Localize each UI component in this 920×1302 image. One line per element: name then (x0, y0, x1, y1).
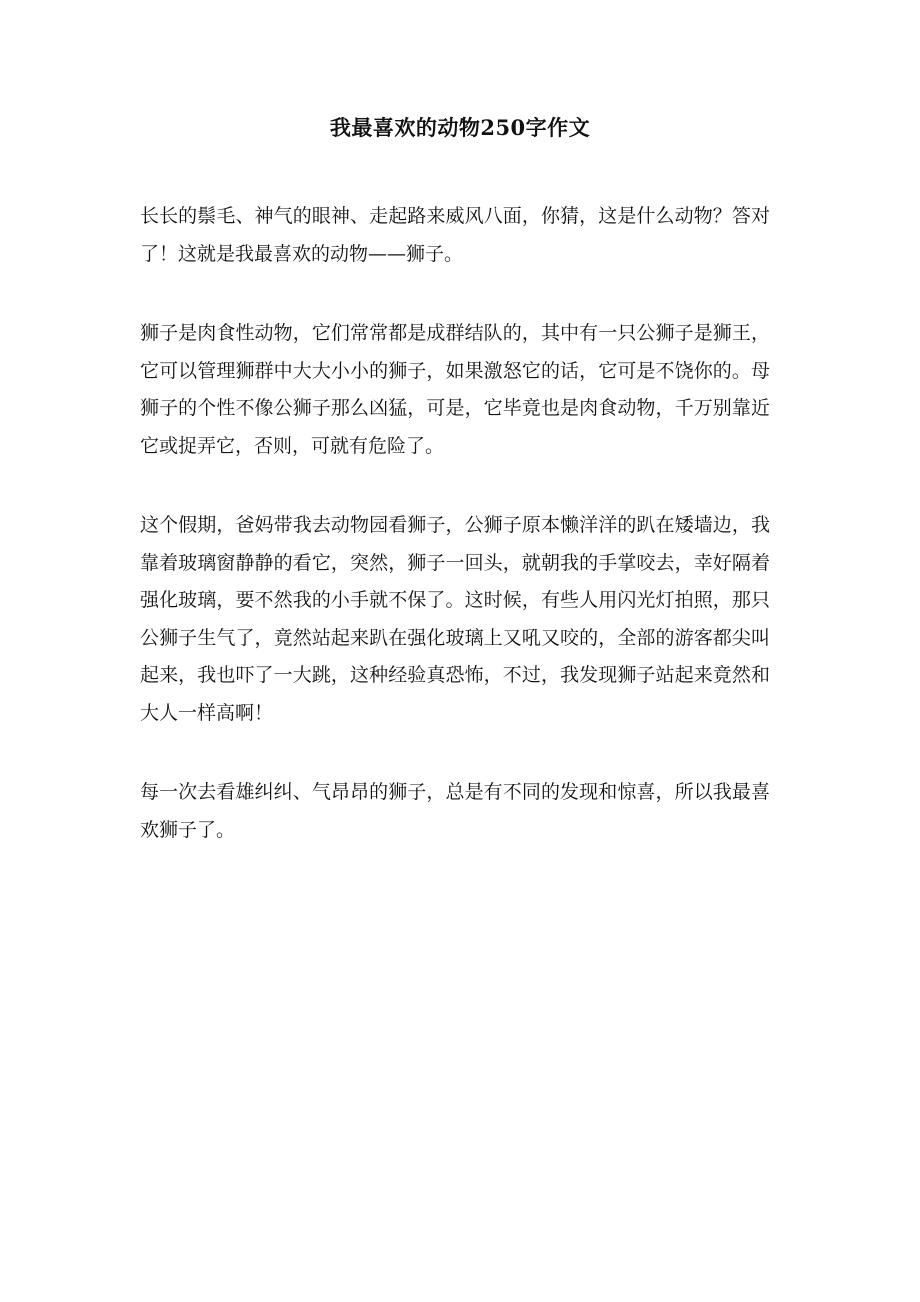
paragraph-2: 狮子是肉食性动物，它们常常都是成群结队的，其中有一只公狮子是狮王，它可以管理狮群中大大小小的狮子，如果激怒它的话，它可是不饶你的。母狮子的个性不像公狮子那么凶猛，可是，它毕竟也是肉食动物，千万别靠近它或捉弄它，否则，可就有危险了。 (140, 322, 770, 457)
document-title: 我最喜欢的动物250字作文 (329, 115, 591, 140)
document-body (140, 198, 770, 849)
paragraph-3: 这个假期，爸妈带我去动物园看狮子，公狮子原本懒洋洋的趴在矮墙边，我靠着玻璃窗静静的看它，突然，狮子一回头，就朝我的手掌咬去，幸好隔着强化玻璃，要不然我的小手就不保了。这时候，有些人用闪光灯拍照，那只公狮子生气了，竟然站起来趴在强化玻璃上又吼又咬的，全部的游客都尖叫起来，我也吓了一大跳，这种经验真恐怖，不过，我发现狮子站起来竟然和大人一样高啊！ (140, 514, 770, 724)
paragraph-4: 每一次去看雄纠纠、气昂昂的狮子，总是有不同的发现和惊喜，所以我最喜欢狮子了。 (140, 781, 770, 841)
paragraph-1: 长长的鬃毛、神气的眼神、走起路来威风八面，你猜，这是什么动物？答对了！这就是我最喜欢的动物——狮子。 (140, 205, 770, 265)
